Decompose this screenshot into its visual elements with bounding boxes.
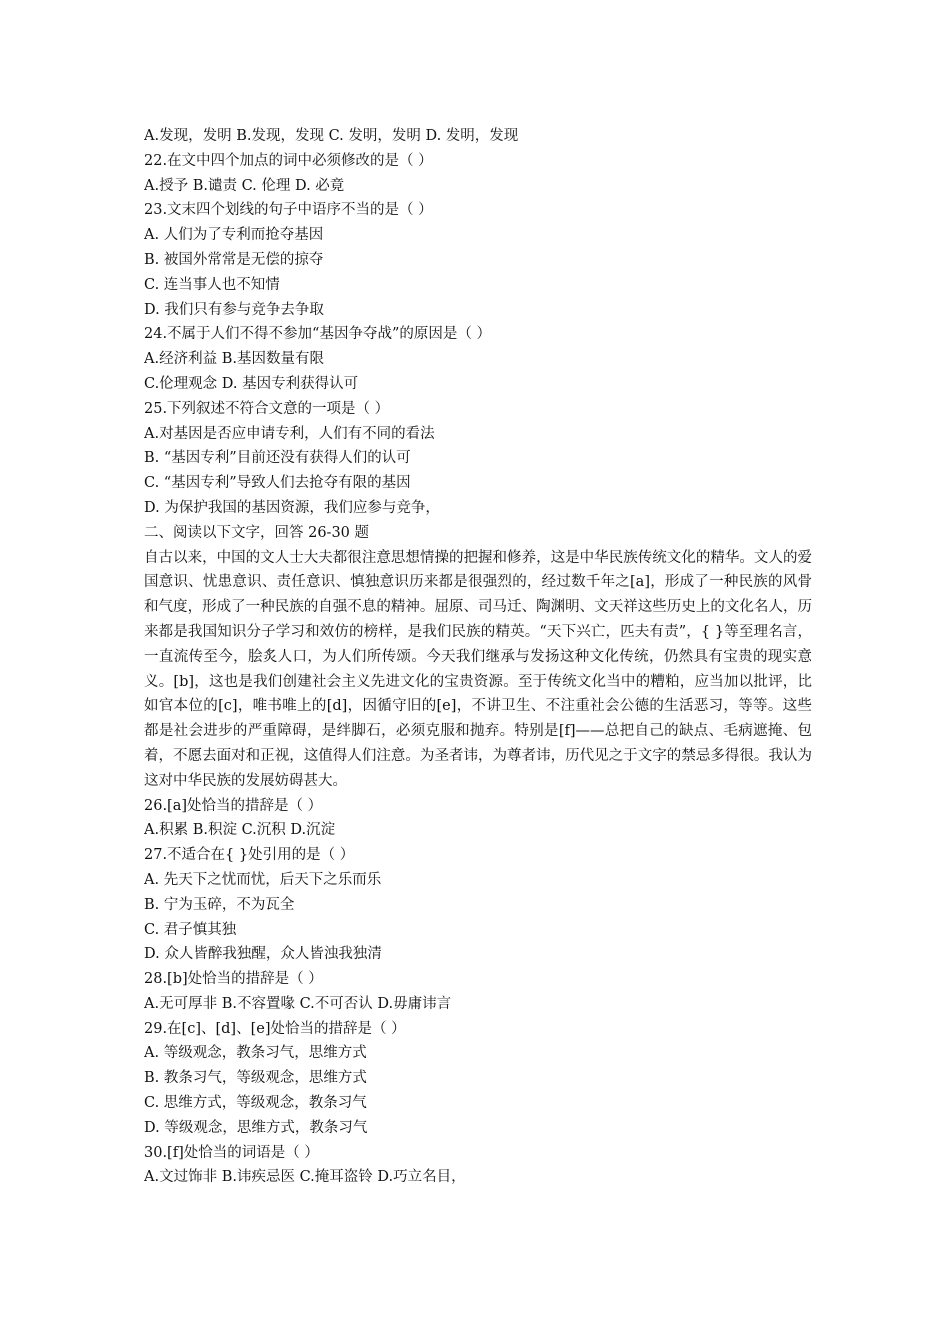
q29-option-d: D. 等级观念，思维方式，教条习气 <box>144 1119 368 1136</box>
q23-option-d: D. 我们只有参与竞争去争取 <box>144 301 324 318</box>
q23-option-b: B. 被国外常常是无偿的掠夺 <box>144 251 324 268</box>
q25-option-b: B. “基因专利”目前还没有获得人们的认可 <box>144 450 411 467</box>
q24-stem: 24.不属于人们不得不参加“基因争夺战”的原因是（ ） <box>144 326 491 343</box>
q27-option-b: B. 宁为玉碎，不为瓦全 <box>144 896 295 913</box>
q29-option-b: B. 教条习气，等级观念，思维方式 <box>144 1070 367 1087</box>
q27-option-d: D. 众人皆醉我独醒，众人皆浊我独清 <box>144 946 382 963</box>
reading-passage: 自古以来，中国的文人士大夫都很注意思想情操的把握和修养，这是中华民族传统文化的精华。文人的爱国意识、忧患意识、责任意识、慎独意识历来都是很强烈的，经过数千年之[a]，形成了一种民族的风骨和气度，形成了一种民族的自强不息的精神。屈原、司马迁、陶渊明、文天祥这些历史上的文化名人，历来都是我国知识分子学习和效仿的榜样，是我们民族的精英。“天下兴亡，匹夫有责”，{ }等至理名言，一直流传至今，脍炙人口，为人们所传颂。今天我们继承与发扬这种文化传统，仍然具有宝贵的现实意义。[b]，这也是我们创建社会主义先进文化的宝贵资源。至于传统文化当中的糟粕，应当加以批评，比如官本位的[c]，唯书唯上的[d]，因循守旧的[e]，不讲卫生、不注重社会公德的生活恶习，等等。这些都是社会进步的严重障碍，是绊脚石，必须克服和抛弃。特别是[f]——总把自己的缺点、毛病遮掩、包着，不愿去面对和正视，这值得人们注意。为圣者讳，为尊者讳，历代见之于文字的禁忌多得很。我认为这对中华民族的发展妨碍甚大。 <box>144 549 812 789</box>
q27-option-c: C. 君子慎其独 <box>144 921 237 938</box>
q25-option-d: D. 为保护我国的基因资源，我们应参与竞争， <box>144 499 440 516</box>
q23-option-c: C. 连当事人也不知情 <box>144 276 280 293</box>
q30-options: A.文过饰非 B.讳疾忌医 C.掩耳盗铃 D.巧立名目， <box>144 1169 466 1186</box>
q24-options-cd: C.伦理观念 D. 基因专利获得认可 <box>144 375 359 392</box>
q23-option-a: A. 人们为了专利而抢夺基因 <box>144 227 324 244</box>
section2-heading: 二、阅读以下文字，回答 26-30 题 <box>144 524 370 541</box>
q24-options-ab: A.经济利益 B.基因数量有限 <box>144 351 324 368</box>
q29-option-c: C. 思维方式，等级观念，教条习气 <box>144 1095 367 1112</box>
q26-stem: 26.[a]处恰当的措辞是（ ） <box>144 797 323 814</box>
q29-stem: 29.在[c]、[d]、[e]处恰当的措辞是（ ） <box>144 1020 406 1037</box>
q27-option-a: A. 先天下之忧而忧，后天下之乐而乐 <box>144 871 382 888</box>
exam-page <box>144 124 812 1190</box>
q28-stem: 28.[b]处恰当的措辞是（ ） <box>144 971 323 988</box>
q27-stem: 27.不适合在{ }处引用的是（ ） <box>144 847 355 864</box>
q22-options: A.授予 B.谴责 C. 伦理 D. 必竟 <box>144 177 345 194</box>
q29-option-a: A. 等级观念，教条习气，思维方式 <box>144 1045 367 1062</box>
q28-options: A.无可厚非 B.不容置喙 C.不可否认 D.毋庸讳言 <box>144 995 452 1012</box>
q30-stem: 30.[f]处恰当的词语是（ ） <box>144 1144 319 1161</box>
q26-options: A.积累 B.积淀 C.沉积 D.沉淀 <box>144 822 336 839</box>
q23-stem: 23.文末四个划线的句子中语序不当的是（ ） <box>144 202 433 219</box>
q22-stem: 22.在文中四个加点的词中必须修改的是（ ） <box>144 152 433 169</box>
q25-option-c: C. “基因专利”导致人们去抢夺有限的基因 <box>144 475 411 492</box>
q25-stem: 25.下列叙述不符合文意的一项是（ ） <box>144 400 390 417</box>
q25-option-a: A.对基因是否应申请专利，人们有不同的看法 <box>144 425 435 442</box>
q21-options: A.发现，发明 B.发现，发现 C. 发明，发明 D. 发明，发现 <box>144 128 519 144</box>
